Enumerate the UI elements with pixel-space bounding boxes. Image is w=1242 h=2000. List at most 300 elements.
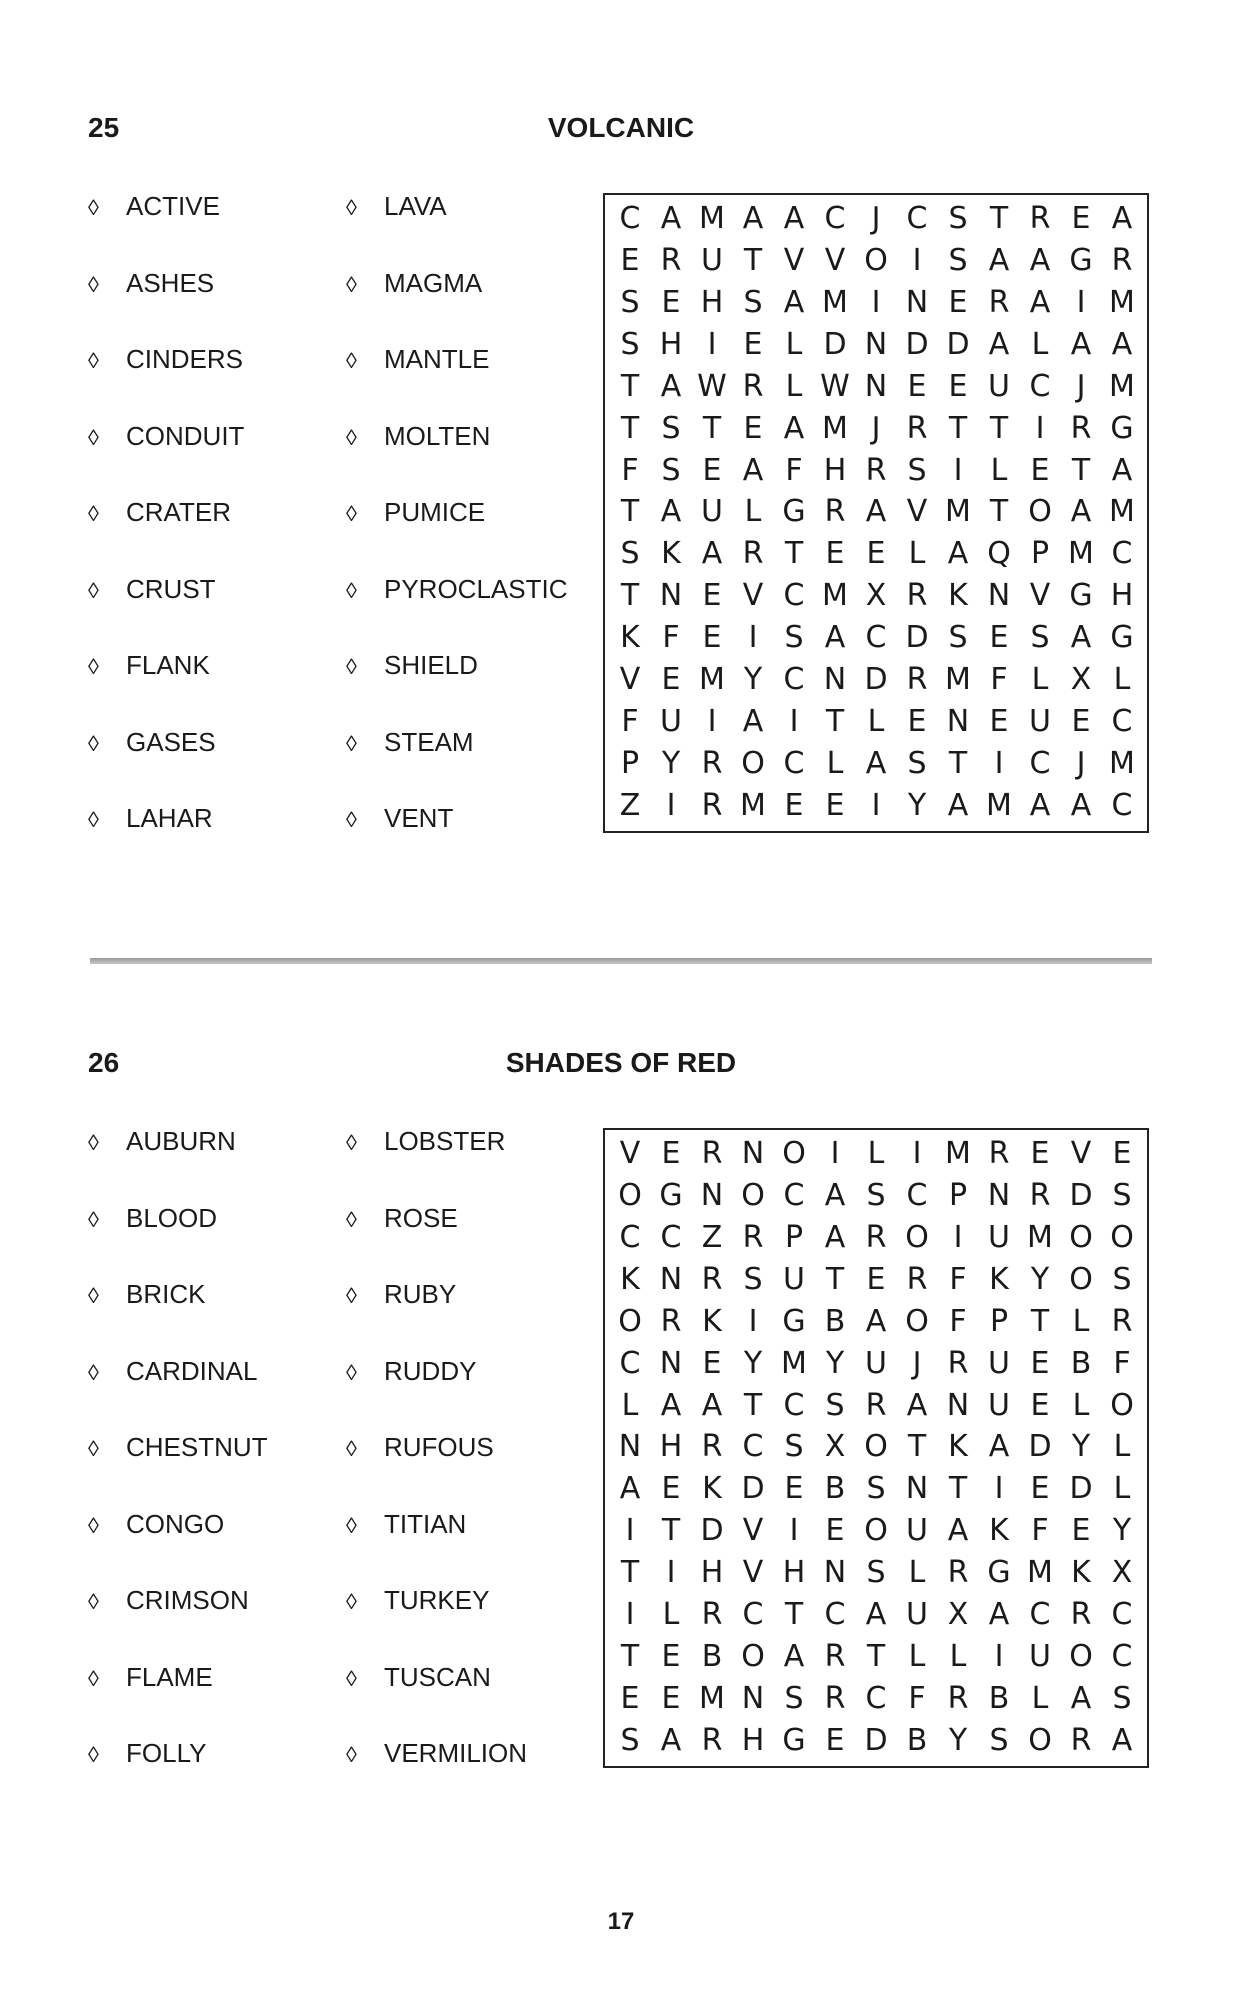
grid-letter: B [824, 1471, 846, 1507]
grid-letter: R [947, 1345, 969, 1381]
word-list-item [88, 267, 244, 344]
grid-letter: R [988, 284, 1010, 320]
grid-letter: A [660, 201, 682, 236]
grid-letter: C [660, 1219, 682, 1255]
grid-row [613, 452, 1139, 490]
grid-letter: S [784, 1680, 804, 1716]
grid-letter: U [1029, 1639, 1051, 1675]
word-text: LOBSTER [384, 1126, 506, 1156]
grid-letter: S [784, 1429, 804, 1465]
grid-letter: R [865, 1387, 887, 1423]
word-list-item [88, 343, 244, 420]
grid-letter: R [906, 410, 928, 446]
grid-letter: A [1070, 1680, 1092, 1716]
grid-letter: T [620, 494, 640, 530]
diamond-bullet-icon: ◊ [346, 654, 357, 679]
diamond-bullet-icon: ◊ [346, 501, 357, 526]
grid-letter: D [1069, 1177, 1093, 1213]
grid-letter: M [945, 662, 971, 698]
diamond-bullet-icon: ◊ [346, 1359, 357, 1385]
grid-letter: G [1110, 620, 1134, 656]
grid-letter: M [699, 662, 725, 698]
puzzle-number: 25 [88, 112, 120, 143]
grid-letter: E [866, 1261, 886, 1297]
grid-letter: F [949, 1303, 967, 1339]
grid-letter: S [948, 620, 968, 656]
grid-letter: K [1071, 1555, 1091, 1591]
grid-letter: C [742, 1429, 764, 1465]
word-list-item [88, 1202, 268, 1279]
grid-letter: M [699, 1680, 725, 1716]
grid-letter: H [741, 1722, 765, 1758]
grid-letter: U [1029, 704, 1051, 740]
diamond-bullet-icon: ◊ [88, 1130, 99, 1155]
grid-row [613, 1680, 1139, 1718]
grid-letter: I [666, 787, 676, 823]
grid-letter: T [989, 201, 1009, 236]
grid-letter: I [789, 704, 799, 740]
grid-letter: O [741, 745, 765, 781]
grid-letter: A [1029, 787, 1051, 823]
diamond-bullet-icon: ◊ [88, 1665, 99, 1691]
grid-letter: T [948, 1471, 968, 1507]
grid-letter: C [783, 1387, 805, 1423]
word-text: AUBURN [126, 1126, 236, 1156]
grid-letter: R [701, 745, 723, 781]
grid-letter: X [865, 578, 887, 614]
grid-letter: T [620, 368, 640, 404]
grid-letter: O [1069, 1219, 1093, 1255]
grid-letter: I [666, 1555, 676, 1591]
word-list-item [88, 802, 244, 879]
grid-letter: G [987, 1555, 1011, 1591]
grid-letter: O [905, 1303, 929, 1339]
grid-row [613, 493, 1139, 531]
grid-letter: A [783, 201, 805, 236]
grid-letter: T [620, 410, 640, 446]
grid-letter: A [824, 1177, 846, 1213]
grid-letter: R [660, 242, 682, 278]
word-text: TUSCAN [384, 1661, 491, 1692]
grid-letter: Y [743, 1345, 763, 1381]
grid-letter: E [702, 578, 722, 614]
grid-letter: A [660, 368, 682, 404]
grid-letter: A [824, 620, 846, 656]
grid-letter: D [946, 326, 970, 362]
grid-letter: R [701, 1261, 723, 1297]
grid-letter: L [1031, 1680, 1049, 1716]
diamond-bullet-icon: ◊ [88, 1283, 99, 1308]
grid-row [613, 1638, 1139, 1676]
word-text: FLAME [126, 1661, 213, 1692]
grid-letter: S [784, 620, 804, 656]
grid-letter: S [661, 452, 681, 488]
grid-row [613, 787, 1139, 825]
diamond-bullet-icon: ◊ [88, 807, 99, 832]
word-list-item [346, 496, 568, 573]
diamond-bullet-icon: ◊ [88, 1589, 99, 1614]
grid-row [613, 1345, 1139, 1383]
grid-letter: L [949, 1639, 967, 1675]
grid-letter: A [1070, 494, 1092, 530]
grid-letter: I [871, 787, 881, 823]
grid-letter: D [1069, 1471, 1093, 1507]
grid-letter: T [866, 1639, 886, 1675]
grid-letter: O [618, 1177, 642, 1213]
grid-row [613, 703, 1139, 741]
grid-letter: C [1111, 1639, 1133, 1675]
grid-letter: I [789, 1513, 799, 1549]
grid-letter: A [619, 1471, 641, 1507]
grid-letter: R [1070, 410, 1092, 446]
grid-letter: S [907, 745, 927, 781]
grid-letter: N [905, 1471, 929, 1507]
grid-letter: S [743, 1261, 763, 1297]
grid-letter: O [741, 1177, 765, 1213]
grid-letter: A [824, 1219, 846, 1255]
diamond-bullet-icon: ◊ [346, 271, 357, 297]
word-list-item [346, 1584, 527, 1661]
diamond-bullet-icon: ◊ [346, 1665, 357, 1691]
grid-letter: E [825, 536, 845, 572]
grid-letter: R [1070, 1597, 1092, 1633]
grid-row [613, 200, 1139, 238]
grid-letter: S [620, 284, 640, 320]
grid-letter: C [783, 578, 805, 614]
grid-letter: C [1111, 787, 1133, 823]
word-list-item [346, 1661, 527, 1738]
grid-letter: T [948, 745, 968, 781]
grid-letter: L [785, 326, 803, 362]
diamond-bullet-icon: ◊ [346, 1512, 357, 1538]
grid-letter: M [1109, 494, 1135, 530]
grid-row [613, 1387, 1139, 1425]
word-list-item [346, 1508, 527, 1585]
grid-letter: A [660, 1387, 682, 1423]
grid-row [613, 535, 1139, 573]
grid-letter: R [1111, 1303, 1133, 1339]
grid-letter: Z [619, 787, 641, 823]
grid-letter: C [1111, 536, 1133, 572]
grid-row [613, 410, 1139, 448]
grid-letter: E [661, 1471, 681, 1507]
grid-letter: E [661, 284, 681, 320]
word-list-item [88, 190, 244, 267]
grid-letter: N [987, 1177, 1011, 1213]
grid-letter: K [989, 1261, 1009, 1297]
grid-letter: C [865, 1680, 887, 1716]
grid-letter: A [865, 745, 887, 781]
word-list-item [346, 1125, 527, 1202]
grid-letter: M [1109, 368, 1135, 404]
word-list-item [346, 190, 568, 267]
word-text: LAHAR [126, 803, 213, 833]
grid-letter: M [1027, 1219, 1053, 1255]
grid-letter: D [905, 326, 929, 362]
diamond-bullet-icon: ◊ [346, 1436, 357, 1461]
grid-letter: G [782, 494, 806, 530]
grid-letter: X [1070, 662, 1092, 698]
grid-letter: E [620, 1680, 640, 1716]
grid-letter: P [989, 1303, 1009, 1339]
grid-row [613, 1219, 1139, 1257]
grid-letter: C [906, 201, 928, 236]
grid-letter: H [1110, 578, 1134, 614]
grid-letter: T [784, 1597, 804, 1633]
grid-letter: M [1109, 284, 1135, 320]
grid-letter: U [660, 704, 682, 740]
diamond-bullet-icon: ◊ [88, 195, 99, 220]
word-text: STEAM [384, 726, 474, 757]
grid-letter: A [865, 1597, 887, 1633]
grid-letter: A [988, 1429, 1010, 1465]
grid-letter: L [1031, 662, 1049, 698]
diamond-bullet-icon: ◊ [346, 1283, 357, 1308]
grid-letter: H [700, 1555, 724, 1591]
grid-letter: A [783, 410, 805, 446]
grid-letter: C [783, 1177, 805, 1213]
grid-letter: S [825, 1387, 845, 1423]
grid-letter: M [986, 787, 1012, 823]
grid-letter: V [783, 242, 805, 278]
grid-letter: N [741, 1136, 765, 1171]
word-text: MOLTEN [384, 420, 491, 451]
diamond-bullet-icon: ◊ [346, 424, 357, 450]
word-list-item [88, 1355, 268, 1432]
grid-letter: F [621, 704, 639, 740]
grid-letter: K [989, 1513, 1009, 1549]
grid-letter: P [948, 1177, 968, 1213]
grid-letter: A [988, 242, 1010, 278]
diamond-bullet-icon: ◊ [88, 1206, 99, 1232]
diamond-bullet-icon: ◊ [88, 730, 99, 756]
diamond-bullet-icon: ◊ [346, 348, 357, 373]
grid-letter: A [1111, 452, 1133, 488]
grid-letter: S [948, 201, 968, 236]
grid-letter: V [906, 494, 928, 530]
diamond-bullet-icon: ◊ [88, 348, 99, 373]
grid-letter: U [865, 1345, 887, 1381]
grid-letter: V [824, 242, 846, 278]
grid-letter: S [1112, 1177, 1132, 1213]
grid-letter: R [947, 1680, 969, 1716]
grid-letter: H [659, 326, 683, 362]
diamond-bullet-icon: ◊ [88, 271, 99, 297]
grid-letter: A [947, 1513, 969, 1549]
word-list-item [346, 343, 568, 420]
grid-letter: O [1028, 494, 1052, 530]
word-list-item [346, 649, 568, 726]
diamond-bullet-icon: ◊ [88, 1436, 99, 1461]
grid-letter: S [866, 1177, 886, 1213]
grid-letter: C [619, 1345, 641, 1381]
diamond-bullet-icon: ◊ [88, 501, 99, 526]
word-text: FOLLY [126, 1738, 207, 1768]
grid-letter: I [707, 326, 717, 362]
grid-letter: M [822, 284, 848, 320]
grid-letter: N [987, 578, 1011, 614]
word-list-item [346, 1431, 527, 1508]
grid-letter: O [618, 1303, 642, 1339]
grid-letter: C [865, 620, 887, 656]
grid-letter: L [621, 1387, 639, 1423]
grid-letter: K [948, 578, 968, 614]
grid-letter: R [701, 1722, 723, 1758]
word-list-item [88, 420, 244, 497]
grid-letter: T [620, 1639, 640, 1675]
word-text: TITIAN [384, 1508, 467, 1539]
grid-letter: E [661, 1136, 681, 1171]
diamond-bullet-icon: ◊ [346, 1206, 357, 1232]
grid-letter: I [748, 1303, 758, 1339]
grid-letter: B [701, 1639, 723, 1675]
grid-letter: I [953, 452, 963, 488]
grid-letter: B [824, 1303, 846, 1339]
grid-letter: I [912, 242, 922, 278]
diamond-bullet-icon: ◊ [88, 577, 99, 603]
grid-letter: J [871, 201, 881, 236]
diamond-bullet-icon: ◊ [346, 807, 357, 832]
grid-letter: K [702, 1303, 722, 1339]
grid-letter: T [989, 410, 1009, 446]
word-text: PYROCLASTIC [384, 573, 568, 604]
word-text: CARDINAL [126, 1355, 258, 1386]
grid-row [613, 1722, 1139, 1760]
grid-letter: O [1028, 1722, 1052, 1758]
grid-letter: F [949, 1261, 967, 1297]
grid-letter: R [865, 452, 887, 488]
word-text: CRIMSON [126, 1585, 249, 1615]
page-number: 17 [607, 1908, 635, 1935]
grid-letter: J [871, 410, 881, 446]
grid-letter: P [620, 745, 640, 781]
grid-letter: A [701, 1387, 723, 1423]
grid-letter: R [1111, 242, 1133, 278]
grid-letter: S [1112, 1680, 1132, 1716]
grid-letter: R [660, 1303, 682, 1339]
word-list-item [346, 1737, 527, 1814]
grid-row [613, 368, 1139, 406]
grid-letter: Y [661, 745, 681, 781]
grid-letter: A [742, 704, 764, 740]
grid-letter: T [620, 578, 640, 614]
puzzle-number: 26 [88, 1047, 120, 1078]
diamond-bullet-icon: ◊ [88, 1512, 99, 1538]
grid-letter: E [1071, 1513, 1091, 1549]
word-list-item [88, 573, 244, 650]
word-text: SHIELD [384, 650, 478, 680]
grid-letter: H [659, 1429, 683, 1465]
grid-letter: I [1076, 284, 1086, 320]
grid-letter: L [867, 1136, 885, 1171]
word-list-item [346, 1278, 527, 1355]
word-text: TURKEY [384, 1585, 490, 1615]
grid-letter: M [822, 410, 848, 446]
word-list-item [88, 1737, 268, 1814]
grid-letter: E [1030, 1471, 1050, 1507]
grid-letter: L [908, 536, 926, 572]
grid-letter: E [948, 284, 968, 320]
word-text: RUBY [384, 1279, 457, 1309]
grid-letter: O [1069, 1639, 1093, 1675]
grid-letter: N [659, 578, 683, 614]
word-text: RUFOUS [384, 1432, 494, 1462]
grid-letter: A [865, 494, 887, 530]
grid-letter: K [620, 1261, 640, 1297]
grid-letter: M [945, 1136, 971, 1171]
grid-letter: R [701, 1136, 723, 1171]
word-text: CINDERS [126, 344, 244, 374]
grid-letter: I [994, 1639, 1004, 1675]
grid-letter: N [864, 326, 888, 362]
word-text: CHESTNUT [126, 1432, 268, 1462]
grid-letter: D [700, 1513, 724, 1549]
grid-letter: E [825, 787, 845, 823]
grid-letter: M [740, 787, 766, 823]
grid-row [613, 242, 1139, 280]
grid-letter: E [989, 620, 1009, 656]
word-text: VERMILION [384, 1738, 528, 1768]
grid-letter: E [1030, 1345, 1050, 1381]
grid-letter: D [1028, 1429, 1052, 1465]
grid-letter: V [1070, 1136, 1092, 1171]
diamond-bullet-icon: ◊ [346, 730, 357, 756]
grid-letter: Y [743, 662, 763, 698]
grid-letter: X [1111, 1555, 1133, 1591]
grid-row [613, 326, 1139, 364]
word-list-item [346, 420, 568, 497]
grid-letter: E [784, 1471, 804, 1507]
grid-letter: R [1029, 1177, 1051, 1213]
grid-letter: M [945, 494, 971, 530]
grid-letter: A [701, 536, 723, 572]
grid-letter: E [1071, 201, 1091, 236]
grid-letter: M [1109, 745, 1135, 781]
grid-letter: T [825, 1261, 845, 1297]
grid-row [613, 577, 1139, 615]
grid-letter: R [742, 368, 764, 404]
grid-letter: D [905, 620, 929, 656]
grid-letter: A [742, 452, 764, 488]
grid-letter: E [907, 704, 927, 740]
grid-letter: T [743, 242, 763, 278]
grid-letter: R [742, 1219, 764, 1255]
word-text: CONGO [126, 1508, 225, 1539]
grid-letter: F [621, 452, 639, 488]
grid-row [613, 1177, 1139, 1215]
diamond-bullet-icon: ◊ [346, 195, 357, 220]
word-list-item [88, 496, 244, 573]
grid-letter: X [824, 1429, 846, 1465]
grid-row [613, 1135, 1139, 1173]
grid-row [613, 1261, 1139, 1299]
grid-letter: N [823, 662, 847, 698]
grid-letter: E [661, 1639, 681, 1675]
grid-letter: L [908, 1555, 926, 1591]
grid-letter: A [783, 284, 805, 320]
grid-letter: M [822, 578, 848, 614]
letter-grid [603, 193, 1149, 833]
grid-letter: Y [1071, 1429, 1091, 1465]
grid-letter: B [1070, 1345, 1092, 1381]
grid-letter: N [864, 368, 888, 404]
grid-letter: S [907, 452, 927, 488]
grid-letter: E [784, 787, 804, 823]
grid-letter: A [1111, 1722, 1133, 1758]
grid-letter: O [1110, 1387, 1134, 1423]
grid-letter: C [783, 745, 805, 781]
grid-letter: E [866, 536, 886, 572]
